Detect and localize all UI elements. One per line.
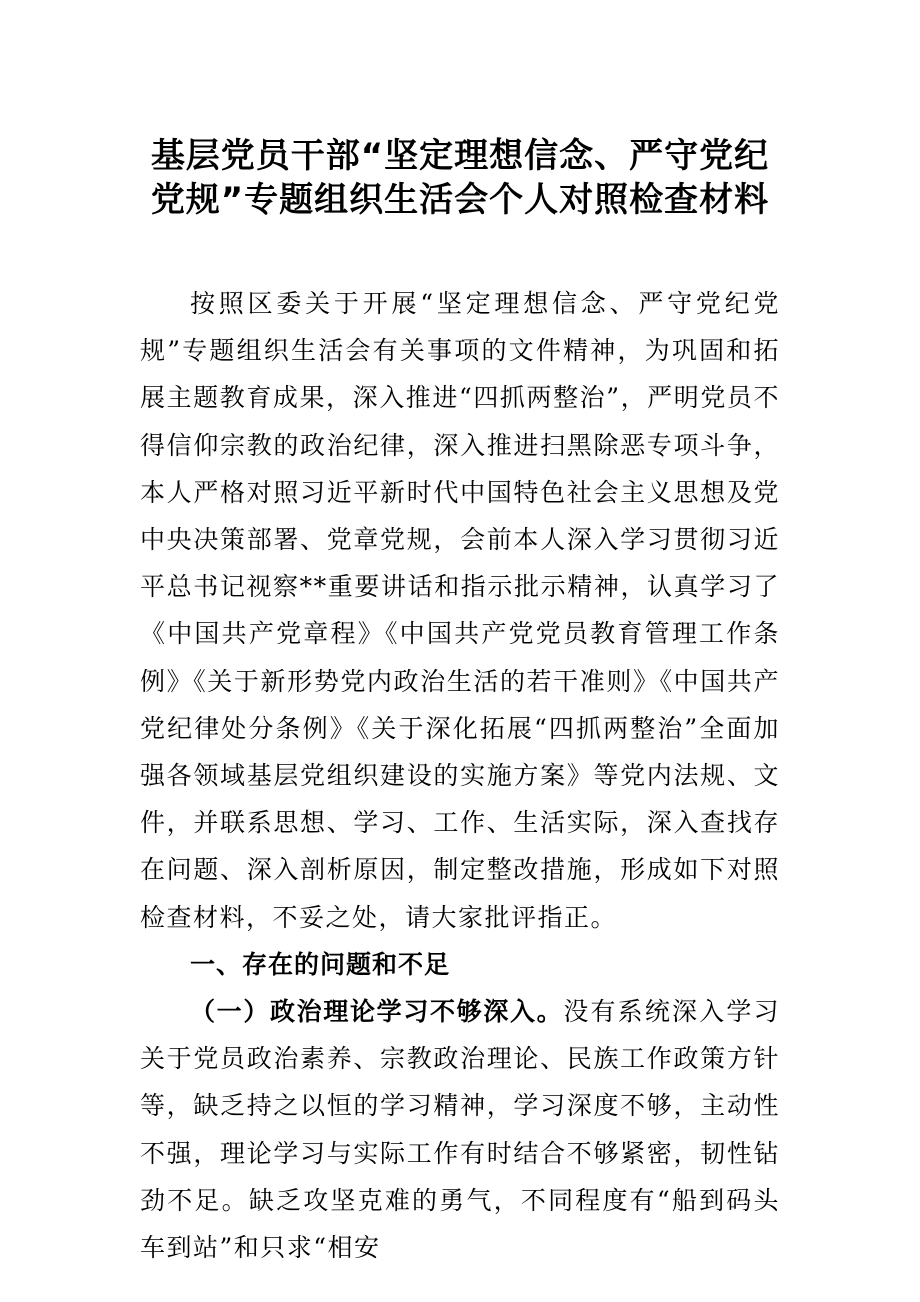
document-title: 基层党员干部“坚定理想信念、严守党纪党规”专题组织生活会个人对照检查材料 [150, 136, 770, 220]
section-heading: 一、存在的问题和不足 [190, 949, 451, 979]
item-paragraph [140, 988, 780, 1271]
item-text: 没有系统深入学习关于党员政治素养、宗教政治理论、民族工作政策方针等，缺乏持之以恒的学习精神，学习深度不够，主动性不强，理论学习与实际工作有时结合不够紧密，韧性钻劲不足。缺乏攻坚克难的勇气，不同程度有“船到码头车到站”和只求“相安 [140, 997, 780, 1263]
document-body [140, 280, 780, 1271]
intro-paragraph: 按照区委关于开展“坚定理想信念、严守党纪党规”专题组织生活会有关事项的文件精神，为巩固和拓展主题教育成果，深入推进“四抓两整治”，严明党员不得信仰宗教的政治纪律，深入推进扫黑除恶专项斗争，本人严格对照习近平新时代中国特色社会主义思想及党中央决策部署、党章党规，会前本人深入学习贯彻习近平总书记视察**重要讲话和指示批示精神，认真学习了《中国共产党章程》《中国共产党党员教育管理工作条例》《关于新形势党内政治生活的若干准则》《中国共产党纪律处分条例》《关于深化拓展“四抓两整治”全面加强各领域基层党组织建设的实施方案》等党内法规、文件，并联系思想、学习、工作、生活实际，深入查找存在问题、深入剖析原因，制定整改措施，形成如下对照检查材料，不妥之处，请大家批评指正。 [140, 289, 780, 932]
item-lead: （一）政治理论学习不够深入。 [190, 997, 564, 1027]
